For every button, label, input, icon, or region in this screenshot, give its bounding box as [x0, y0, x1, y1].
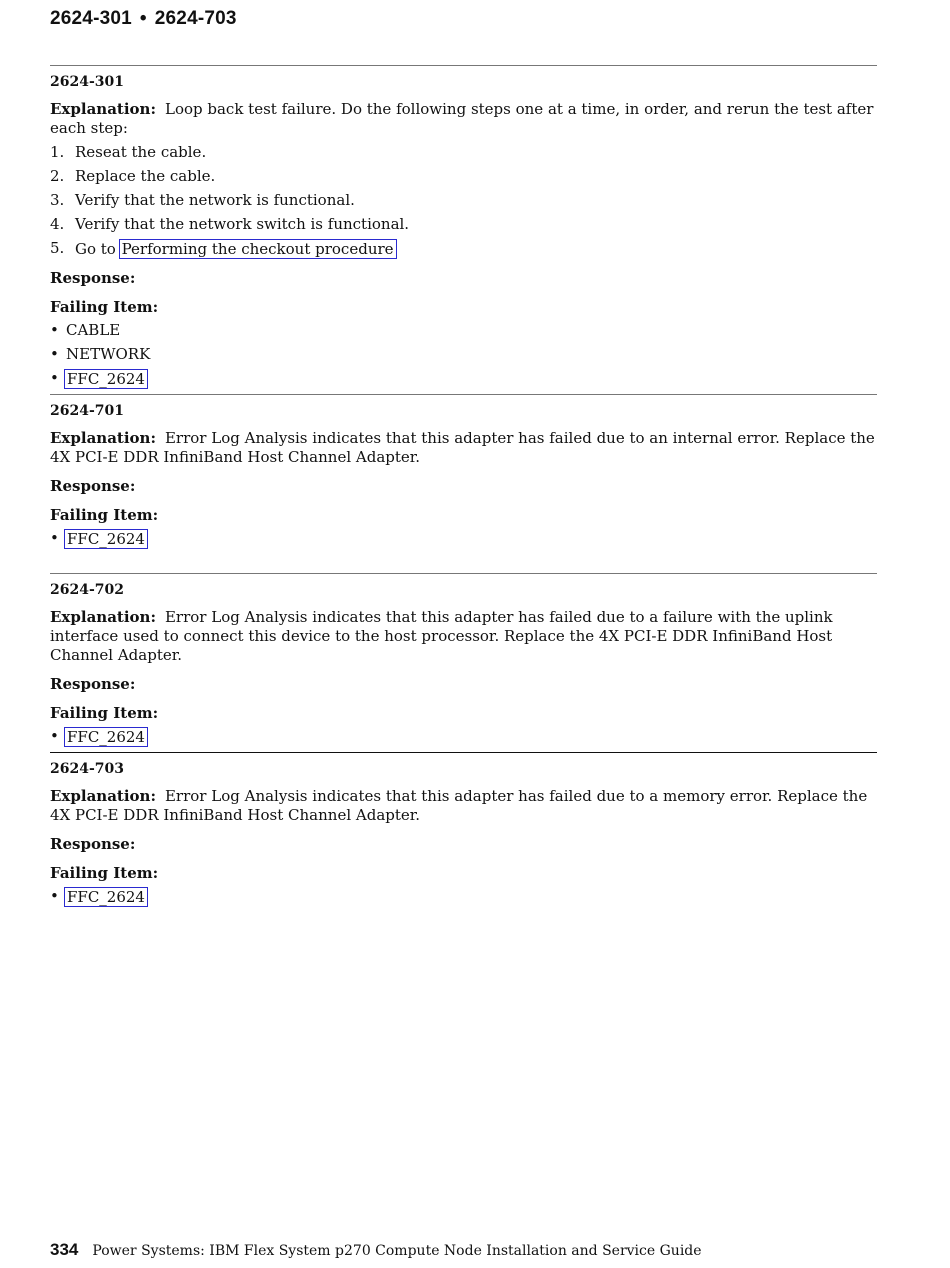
error-entry-2624-703 — [50, 752, 877, 911]
procedure-steps — [50, 143, 877, 263]
failing-item-text: NETWORK — [66, 345, 151, 363]
step-item — [50, 143, 877, 167]
error-code: 2624-703 — [50, 761, 124, 777]
failing-items-list — [50, 887, 877, 911]
step-item — [50, 215, 877, 239]
entry-divider — [50, 394, 877, 395]
step-text: Verify that the network is functional. — [75, 191, 355, 209]
bullet-icon: • — [50, 321, 59, 339]
explanation-label: Explanation: — [50, 787, 156, 805]
failing-items-list — [50, 727, 877, 751]
document-title: Power Systems: IBM Flex System p270 Compute Node Installation and Service Guide — [92, 1243, 702, 1259]
explanation-text: Error Log Analysis indicates that this adapter has failed due to a memory error. Replace the 4X PCI-E DDR InfiniBand Host Channel Adapter. — [50, 787, 868, 824]
step-number: 5. — [50, 239, 65, 257]
step-number: 1. — [50, 143, 65, 161]
error-code: 2624-702 — [50, 582, 124, 598]
step-number: 3. — [50, 191, 65, 209]
explanation-paragraph — [50, 787, 877, 825]
explanation-paragraph — [50, 608, 877, 665]
failing-item — [50, 529, 877, 553]
step-text: Reseat the cable. — [75, 143, 207, 161]
entry-divider — [50, 65, 877, 66]
failing-item — [50, 887, 877, 911]
page-number: 334 — [50, 1240, 79, 1259]
failing-item-label: Failing Item: — [50, 704, 159, 722]
step-number: 2. — [50, 167, 65, 185]
failing-item-label: Failing Item: — [50, 298, 159, 316]
error-code: 2624-301 — [50, 74, 124, 90]
page-header — [50, 8, 237, 30]
response-label: Response: — [50, 477, 136, 495]
failing-item — [50, 321, 877, 345]
explanation-text: Error Log Analysis indicates that this adapter has failed due to an internal error. Replace the 4X PCI-E DDR InfiniBand Host Channel Adapter. — [50, 429, 875, 466]
bullet-icon: • — [50, 887, 59, 905]
error-entry-2624-301 — [50, 65, 877, 393]
response-label: Response: — [50, 675, 136, 693]
step-text: Verify that the network switch is functional. — [75, 215, 410, 233]
header-right-code: 2624-703 — [154, 8, 237, 29]
failing-item-label: Failing Item: — [50, 864, 159, 882]
failing-item — [50, 345, 877, 369]
explanation-label: Explanation: — [50, 429, 156, 447]
ffc-link[interactable]: FFC_2624 — [64, 887, 148, 907]
explanation-text: Loop back test failure. Do the following steps one at a time, in order, and rerun the test after each step: — [50, 100, 874, 137]
step-item — [50, 191, 877, 215]
step-text-prefix: Go to — [75, 240, 121, 258]
failing-item — [50, 727, 877, 751]
bullet-icon: • — [50, 727, 59, 745]
entry-divider — [50, 752, 877, 753]
ffc-link[interactable]: FFC_2624 — [64, 529, 148, 549]
explanation-paragraph — [50, 100, 877, 138]
failing-item-text: CABLE — [66, 321, 121, 339]
failing-item — [50, 369, 877, 393]
header-left-code: 2624-301 — [50, 8, 132, 29]
explanation-label: Explanation: — [50, 608, 156, 626]
failing-items-list — [50, 529, 877, 553]
explanation-paragraph — [50, 429, 877, 467]
bullet-icon: • — [50, 369, 59, 387]
page-footer — [50, 1240, 702, 1261]
explanation-text: Error Log Analysis indicates that this adapter has failed due to a failure with the uplink interface used to connect this device to the host processor. Replace the 4X PCI-E DDR InfiniBand Host Channel Adapter. — [50, 608, 833, 664]
explanation-label: Explanation: — [50, 100, 156, 118]
ffc-link[interactable]: FFC_2624 — [64, 369, 148, 389]
failing-items-list — [50, 321, 877, 393]
bullet-icon: • — [50, 345, 59, 363]
ffc-link[interactable]: FFC_2624 — [64, 727, 148, 747]
response-label: Response: — [50, 835, 136, 853]
step-item — [50, 167, 877, 191]
entry-divider — [50, 573, 877, 574]
checkout-procedure-link[interactable]: Performing the checkout procedure — [119, 239, 397, 259]
step-item — [50, 239, 877, 263]
bullet-icon: • — [50, 529, 59, 547]
header-separator: • — [139, 8, 147, 29]
error-entry-2624-701 — [50, 394, 877, 553]
response-label: Response: — [50, 269, 136, 287]
step-number: 4. — [50, 215, 65, 233]
error-code: 2624-701 — [50, 403, 124, 419]
failing-item-label: Failing Item: — [50, 506, 159, 524]
step-text: Replace the cable. — [75, 167, 216, 185]
error-entry-2624-702 — [50, 573, 877, 751]
